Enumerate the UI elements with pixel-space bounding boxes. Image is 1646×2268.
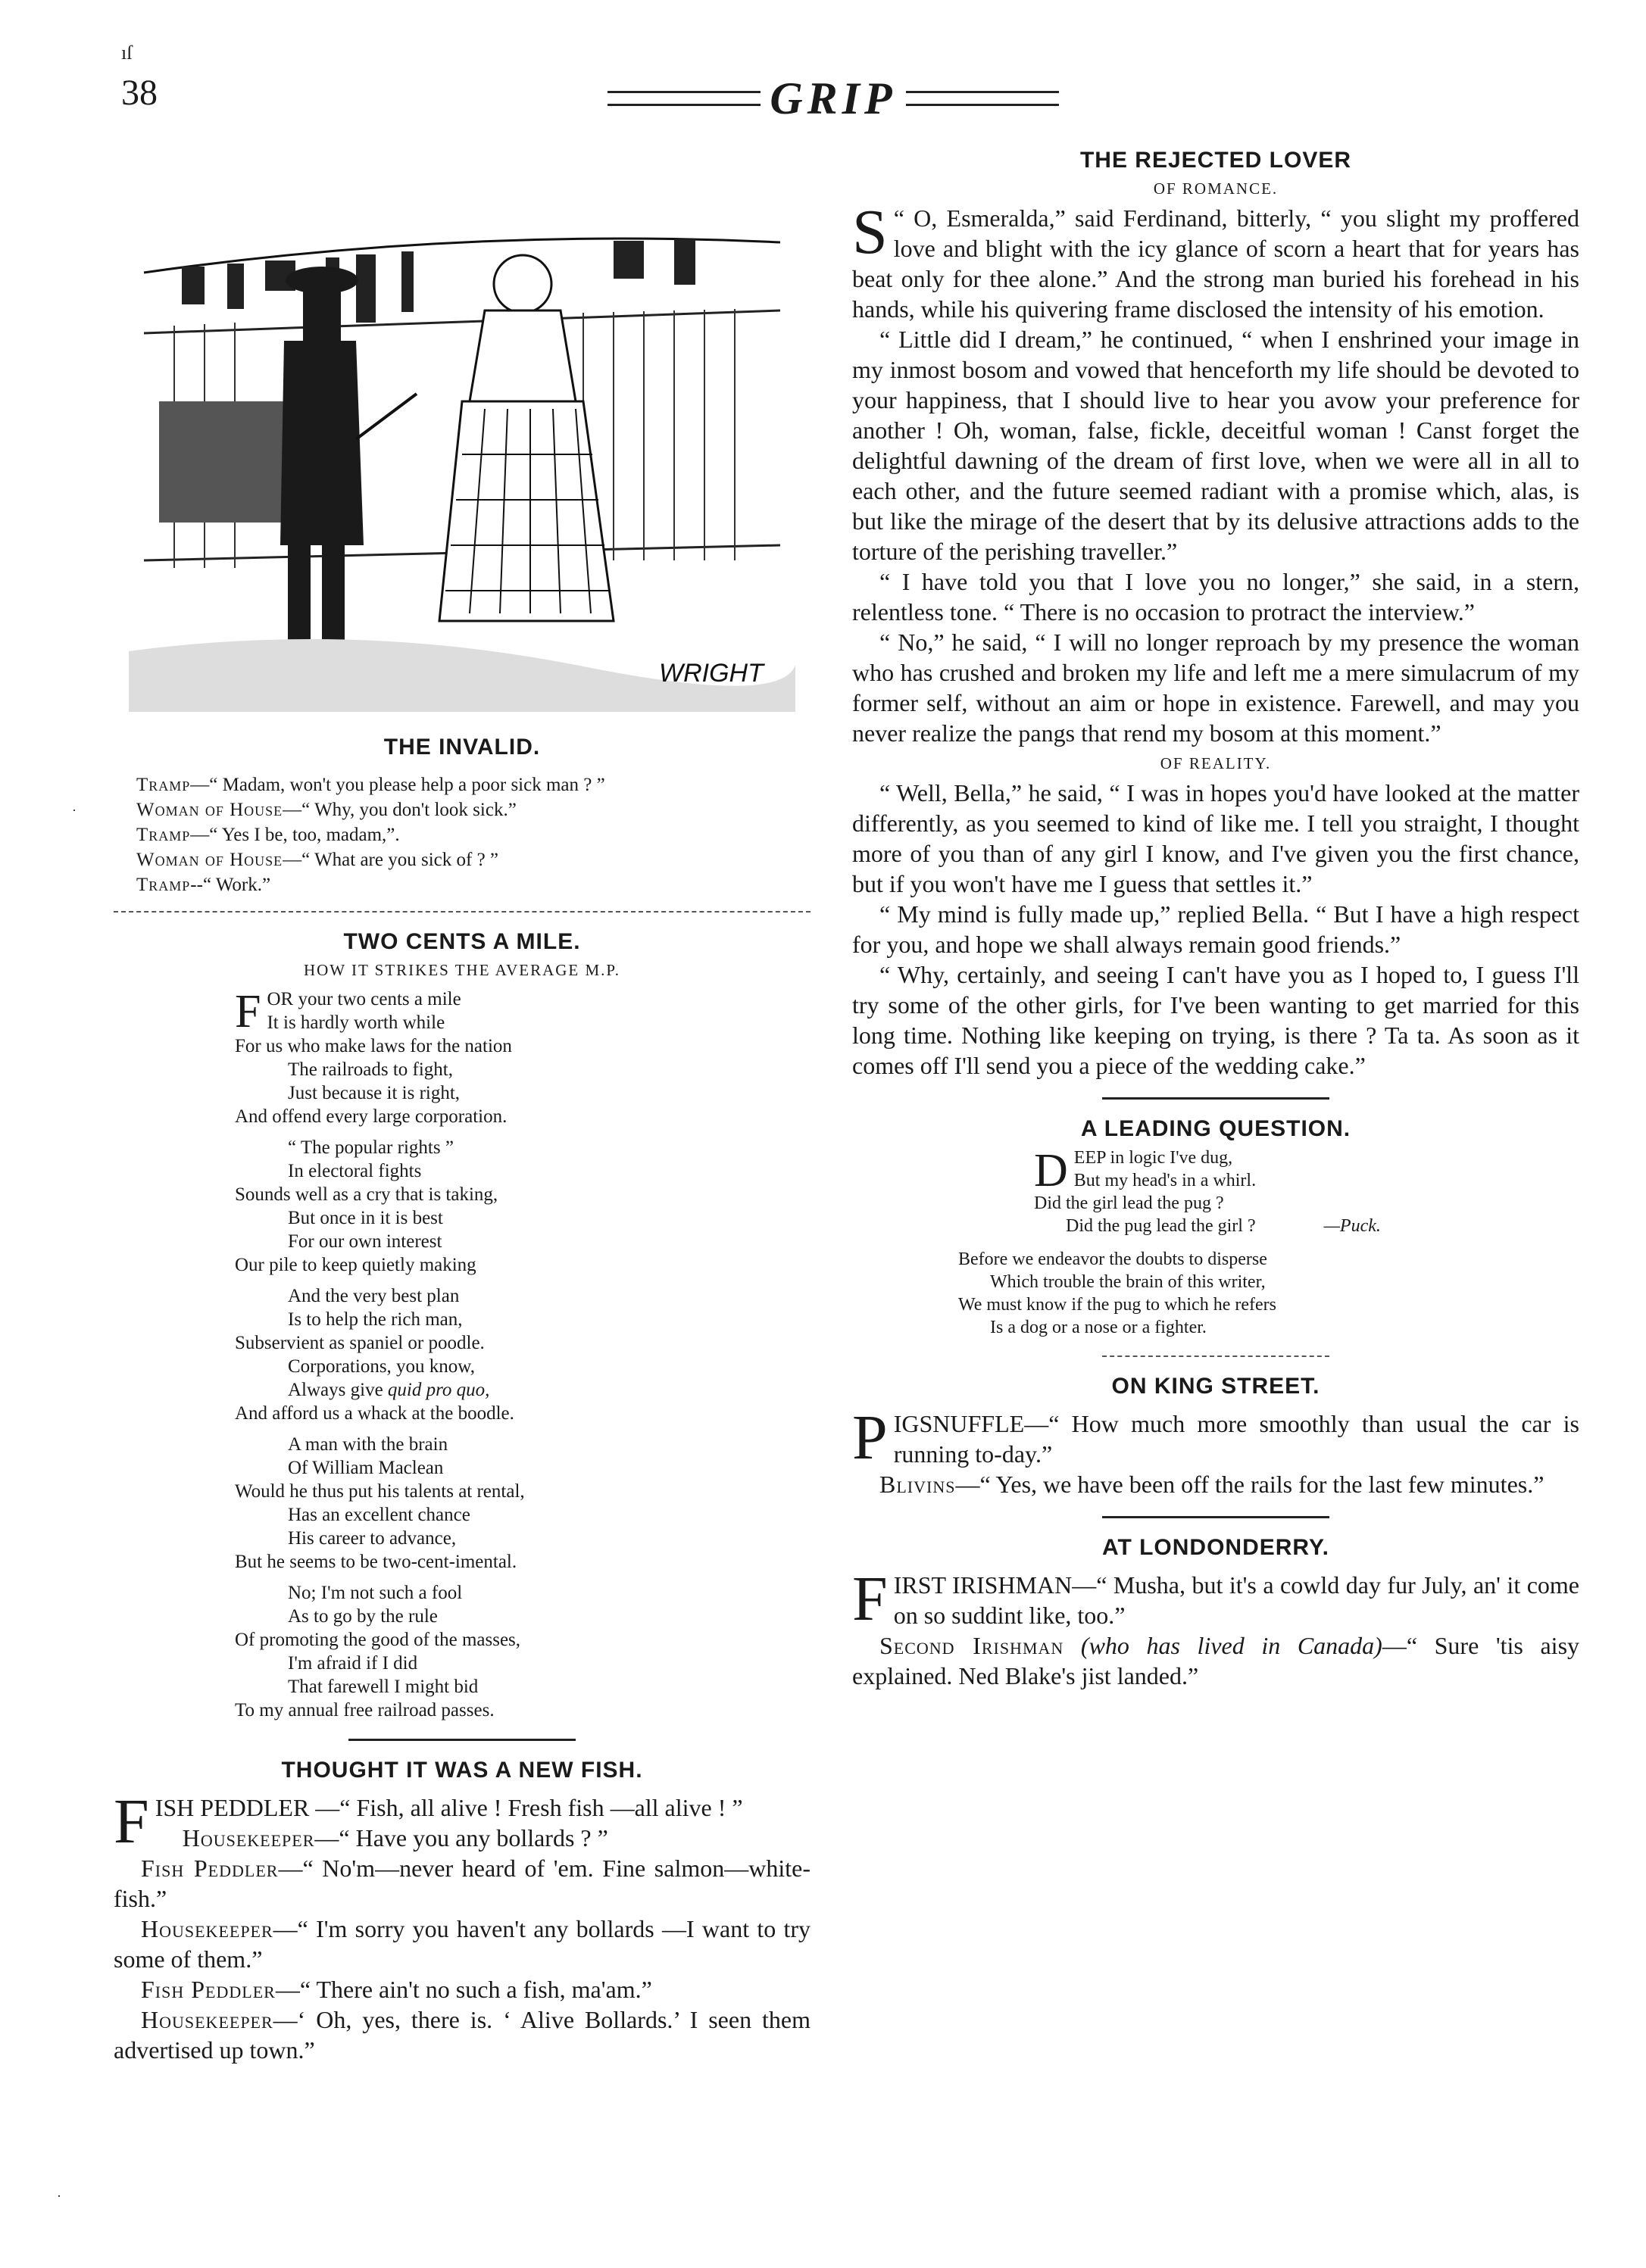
poem-stanza: And the very best plan Is to help the rich man, Subservient as spaniel or poodle. Corporations, you know, Always give quid pro quo, And afford us a whack at the boodle. [235, 1286, 514, 1424]
leading-question-reply: Before we endeavor the doubts to disperse Which trouble the brain of this writer, We must know if the pug to which he refers Is a dog or a nose or a fighter. [958, 1249, 1276, 1337]
paragraph: “ My mind is fully made up,” replied Bella. “ But I have a high respect for you, and hope we shall always remain good friends.” [852, 900, 1579, 958]
poem-stanza: A man with the brain Of William Maclean Would he thus put his talents at rental, Has an excellent chance His career to advance, But he seems to be two-cent-imental. [235, 1434, 525, 1572]
section-divider [1102, 1355, 1329, 1357]
king-street-body [852, 1402, 1579, 1499]
dialogue-line: Tramp—“ Yes I be, too, madam,”. [136, 825, 400, 845]
paragraph: Fish Peddler—“ No'm—never heard of 'em. Fine salmon—white-fish.” [114, 1855, 811, 1912]
two-cents-title: TWO CENTS A MILE. [343, 929, 581, 954]
paragraph: “ I have told you that I love you no longer,” she said, in a stern, relentless tone. “ There is no occasion to protract the interview.” [852, 568, 1579, 625]
new-fish-body [114, 1786, 811, 2065]
paragraph: “ Little did I dream,” he continued, “ when I enshrined your image in my inmost bosom and vowed that henceforth my life should be devoted to your happiness, that I should live to hear you avow your preference for another ! Oh, woman, false, fickle, deceitful woman ! Canst forget the delightful dawning of the dream of first love, when we were all in all to each other, and the future seemed radiant with a promise which, alas, is but like the mirage of the desert that by its delusive attractions adds to the torture of the perishing traveller.” [852, 326, 1579, 565]
paragraph: Second Irishman (who has lived in Canada)—“ Sure 'tis aisy explained. Ned Blake's jist landed.” [852, 1632, 1580, 1689]
rejected-lover-subtitle-romance: OF ROMANCE. [1153, 179, 1279, 198]
paragraph: FIRST IRISHMAN—“ Musha, but it's a cowld day fur July, an' it come on so suddint like, too.” [852, 1564, 1579, 1634]
illustration-signature: WRIGHT [659, 659, 764, 688]
paragraph: Housekeeper—“ Have you any bollards ? ” [182, 1824, 608, 1852]
poem-stanza: F OR your two cents a mile It is hardly worth while For us who make laws for the nation The railroads to fight, Just because it is right, And offend every large corporation. [235, 986, 512, 1127]
londonderry-body [852, 1564, 1580, 1691]
page-number: 38 [121, 73, 158, 113]
paragraph: Fish Peddler—“ There ain't no such a fish, ma'am.” [141, 1976, 652, 2003]
masthead-rule-left [607, 91, 761, 106]
dialogue-line: Woman of House—“ Why, you don't look sick.” [136, 800, 517, 820]
dialogue-line: Tramp—“ Madam, won't you please help a poor sick man ? ” [136, 775, 605, 795]
right-column [852, 144, 1579, 1691]
tramp-illustration [129, 227, 795, 712]
drop-cap: D [1034, 1145, 1068, 1196]
rejected-lover-title: THE REJECTED LOVER [1079, 148, 1352, 173]
king-street-title: ON KING STREET. [1111, 1374, 1320, 1399]
paragraph: FISH PEDDLER —“ Fish, all alive ! Fresh fish —all alive ! ” [114, 1786, 743, 1857]
invalid-title: THE INVALID. [383, 735, 541, 760]
leading-question-poem: D EEP in logic I've dug, But my head's in a whirl. Did the girl lead the pug ? Did the pug lead the girl ? —Puck. [1034, 1145, 1381, 1236]
paragraph: Housekeeper—‘ Oh, yes, there is. ‘ Alive Bollards.’ I seen them advertised up town.” [114, 2006, 811, 2064]
page-mark: ıſ [121, 42, 133, 64]
paragraph: “ Why, certainly, and seeing I can't have you as I hoped to, I guess I'll try some of the other girls, for I've been wanting to get married for this long time. Nothing like keeping on trying, is there ? Ta ta. As soon as it comes off I'll send you a piece of the wedding cake.” [852, 961, 1579, 1079]
stray-mark-bottom: · [57, 2188, 61, 2204]
two-cents-poem [235, 987, 811, 1722]
paragraph: “ S O, Esmeralda,” said Ferdinand, bitterly, “ you slight my proffered love and blight with the icy glance of scorn a heart that for years has beat only for thee alone.” And the strong man buried his forehead in his hands, while his quivering frame disclosed the intensity of his emotion. [852, 197, 1580, 323]
dialogue-line: Woman of House—“ What are you sick of ? ” [136, 850, 499, 870]
section-divider [1102, 1097, 1329, 1100]
masthead-rule-right [906, 91, 1059, 106]
rejected-lover-subtitle-reality: OF REALITY. [1160, 754, 1272, 772]
new-fish-title: THOUGHT IT WAS A NEW FISH. [281, 1758, 643, 1783]
paragraph: Housekeeper—“ I'm sorry you haven't any bollards —I want to try some of them.” [114, 1915, 811, 1973]
poem-stanza: No; I'm not such a fool As to go by the rule Of promoting the good of the masses, I'm afraid if I did That farewell I might bid To my annual free railroad passes. [235, 1583, 521, 1720]
rejected-lover-reality [852, 778, 1579, 1081]
paragraph: Blivins—“ Yes, we have been off the rails for the last few minutes.” [879, 1471, 1544, 1498]
leading-question-title: A LEADING QUESTION. [1080, 1116, 1351, 1141]
paragraph: “ No,” he said, “ I will no longer reproach by my presence the woman who has crushed and broken my life and left me a mere simulacrum of my former self, without an aim or hope in existence. Farewell, and may you never realize the pangs that rend my bosom at this moment.” [852, 629, 1579, 747]
two-cents-subtitle: HOW IT STRIKES THE AVERAGE M.P. [303, 961, 621, 979]
masthead-title: GRIP [770, 73, 897, 123]
poem-stanza: “ The popular rights ” In electoral fights Sounds well as a cry that is taking, But once in it is best For our own interest Our pile to keep quietly making [235, 1137, 498, 1275]
paragraph: PIGSNUFFLE—“ How much more smoothly than usual the car is running to-day.” [852, 1402, 1579, 1473]
invalid-dialogue [136, 772, 811, 897]
londonderry-title: AT LONDONDERRY. [1102, 1535, 1329, 1560]
dialogue-line: Tramp--“ Work.” [136, 875, 271, 895]
stray-mark: · [72, 803, 77, 818]
attribution: —Puck. [1323, 1216, 1381, 1236]
masthead [598, 72, 1068, 125]
rejected-lover-romance [852, 197, 1580, 748]
section-divider [348, 1739, 576, 1741]
left-column [114, 144, 811, 2065]
paragraph: “ Well, Bella,” he said, “ I was in hopes you'd have looked at the matter differently, as you seemed to kind of like me. I tell you straight, I thought more of you than of any girl I know, and I've given you the first chance, but if you won't have me I guess that settles it.” [852, 779, 1579, 897]
drop-cap: F [235, 986, 261, 1037]
section-divider [1102, 1516, 1329, 1518]
section-divider [114, 911, 811, 913]
